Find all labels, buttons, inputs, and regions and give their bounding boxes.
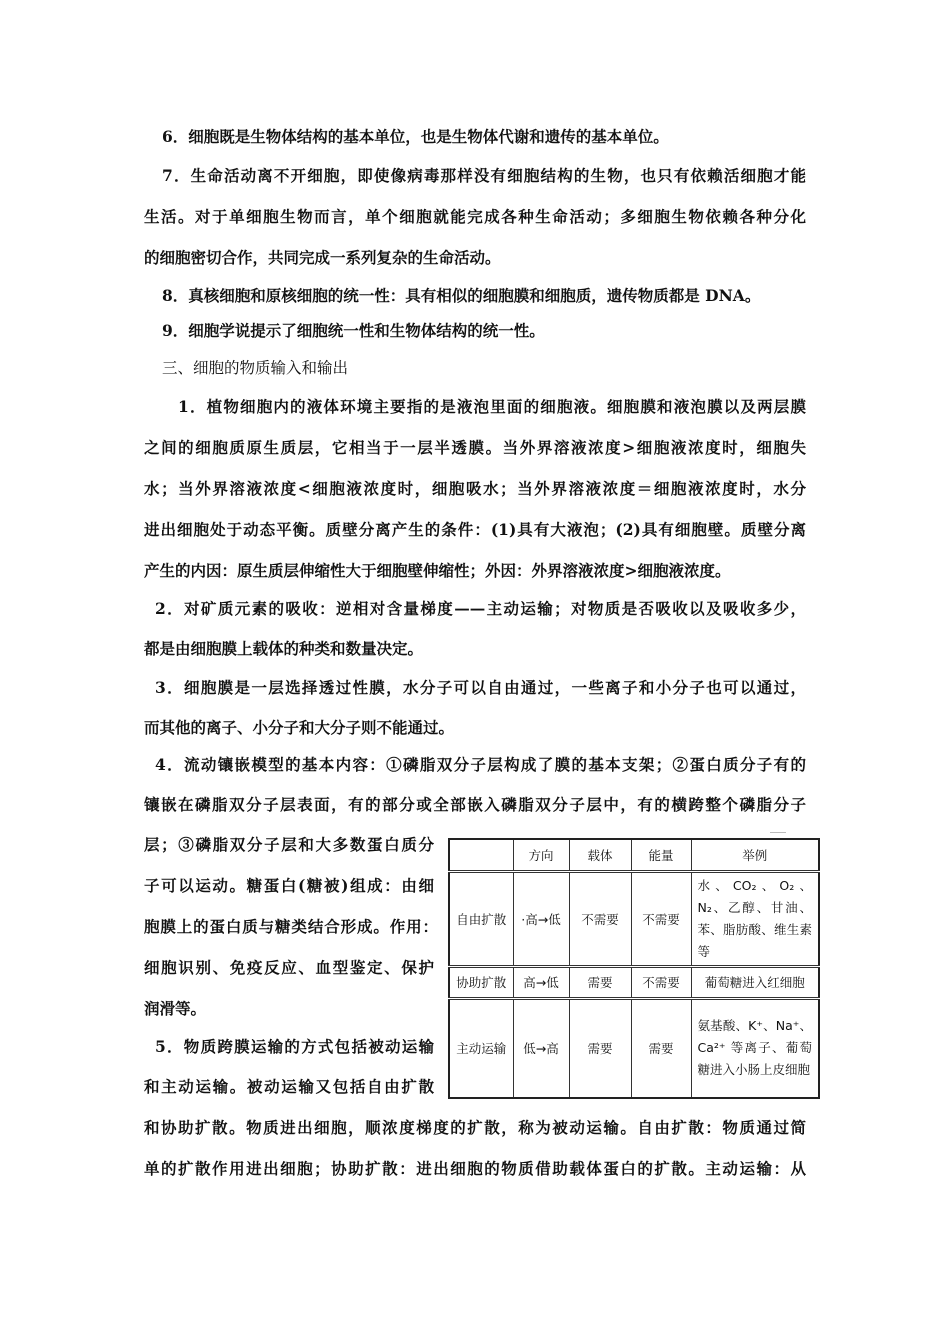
para-2-line-1: 2．对矿质元素的吸收：逆相对含量梯度——主动运输；对物质是否吸收以及吸收多少， [155, 599, 806, 618]
section-heading: 三、细胞的物质输入和输出 [162, 359, 349, 377]
item-8: 8．真核细胞和原核细胞的统一性：具有相似的细胞膜和细胞质，遗传物质都是 DNA。 [162, 286, 761, 305]
table-cell: 不需要 [569, 871, 631, 966]
para-5-line-4: 单的扩散作用进出细胞；协助扩散：进出细胞的物质借助载体蛋白的扩散。主动运输：从 [144, 1159, 806, 1178]
item-7-line-1: 7．生命活动离不开细胞，即使像病毒那样没有细胞结构的生物，也只有依赖活细胞才能 [162, 166, 806, 185]
table-row [449, 998, 819, 1098]
para-4-line-4: 子可以运动。糖蛋白(糖被)组成：由细 [144, 876, 434, 895]
item-7-line-3: 的细胞密切合作，共同完成一系列复杂的生命活动。 [144, 248, 501, 267]
item-9: 9．细胞学说提示了细胞统一性和生物体结构的统一性。 [162, 321, 545, 340]
table-header-cell: 方向 [513, 839, 569, 871]
table-cell: 自由扩散 [449, 871, 513, 966]
table-cell: 需要 [631, 998, 691, 1098]
item-6: 6．细胞既是生物体结构的基本单位，也是生物体代谢和遗传的基本单位。 [162, 127, 669, 146]
table-cell: ·高→低 [513, 871, 569, 966]
table-header-cell: 载体 [569, 839, 631, 871]
para-3-line-1: 3．细胞膜是一层选择透过性膜，水分子可以自由通过，一些离子和小分子也可以通过， [155, 678, 806, 697]
table-cell: 水、CO₂、O₂、N₂、乙醇、甘油、苯、脂肪酸、维生素等 [691, 871, 819, 966]
para-5-line-1: 5．物质跨膜运输的方式包括被动运输 [155, 1037, 434, 1056]
table-row [449, 966, 819, 998]
table-cell: 高→低 [513, 966, 569, 998]
table-header-cell: 能量 [631, 839, 691, 871]
para-4-line-3: 层；③磷脂双分子层和大多数蛋白质分 [144, 835, 434, 854]
table-cell: 不需要 [631, 871, 691, 966]
para-1-line-3: 水；当外界溶液浓度<细胞液浓度时，细胞吸水；当外界溶液浓度＝细胞液浓度时，水分 [144, 479, 806, 498]
table-header-cell: 举例 [691, 839, 819, 871]
table-cell: 低→高 [513, 998, 569, 1098]
table-cell: 协助扩散 [449, 966, 513, 998]
table-cell: 葡萄糖进入红细胞 [691, 966, 819, 998]
table-cell: 需要 [569, 998, 631, 1098]
para-1-line-4: 进出细胞处于动态平衡。质壁分离产生的条件：(1)具有大液泡；(2)具有细胞壁。质壁分离 [144, 520, 806, 539]
table-header-cell [449, 839, 513, 871]
para-3-line-2: 而其他的离子、小分子和大分子则不能通过。 [144, 718, 455, 737]
para-5-line-2: 和主动运输。被动运输又包括自由扩散 [144, 1077, 434, 1096]
para-2-line-2: 都是由细胞膜上载体的种类和数量决定。 [144, 639, 424, 658]
para-4-line-6: 细胞识别、免疫反应、血型鉴定、保护 [144, 958, 434, 977]
table-cell: 氨基酸、K⁺、Na⁺、Ca²⁺ 等离子、葡萄糖进入小肠上皮细胞 [691, 998, 819, 1098]
table-cell: 需要 [569, 966, 631, 998]
para-1-line-2: 之间的细胞质原生质层，它相当于一层半透膜。当外界溶液浓度>细胞液浓度时，细胞失 [144, 438, 806, 457]
table-cell: 不需要 [631, 966, 691, 998]
para-4-line-7: 润滑等。 [144, 999, 207, 1018]
item-7-line-2: 生活。对于单细胞生物而言，单个细胞就能完成各种生命活动；多细胞生物依赖各种分化 [144, 207, 806, 226]
transport-comparison-table [448, 838, 820, 1099]
para-4-line-2: 镶嵌在磷脂双分子层表面，有的部分或全部嵌入磷脂双分子层中，有的横跨整个磷脂分子 [144, 795, 806, 814]
para-4-line-1: 4．流动镶嵌模型的基本内容：①磷脂双分子层构成了膜的基本支架；②蛋白质分子有的 [155, 755, 806, 774]
para-5-line-3: 和协助扩散。物质进出细胞，顺浓度梯度的扩散，称为被动运输。自由扩散：物质通过简 [144, 1118, 806, 1137]
scan-mark [770, 832, 786, 833]
para-1-line-5: 产生的内因：原生质层伸缩性大于细胞壁伸缩性；外因：外界溶液浓度>细胞液浓度。 [144, 561, 731, 580]
table-row [449, 871, 819, 966]
table-cell: 主动运输 [449, 998, 513, 1098]
para-1-line-1: 1．植物细胞内的液体环境主要指的是液泡里面的细胞液。细胞膜和液泡膜以及两层膜 [178, 397, 806, 416]
para-4-line-5: 胞膜上的蛋白质与糖类结合形成。作用： [144, 917, 438, 936]
table-header-row [449, 839, 819, 871]
